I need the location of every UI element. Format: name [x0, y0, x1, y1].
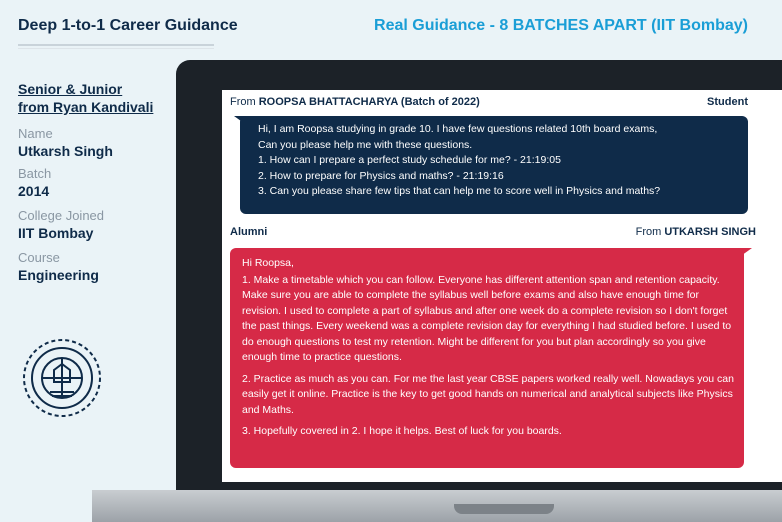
- question-bubble: [240, 116, 748, 214]
- question-line: Can you please help me with these questions.: [258, 138, 473, 151]
- page-title: Deep 1-to-1 Career Guidance: [18, 17, 238, 34]
- chat-screen: [222, 90, 782, 482]
- alumni-from-prefix: From: [635, 226, 662, 238]
- student-from-name: ROOPSA BHATTACHARYA (Batch of 2022): [258, 96, 480, 108]
- title-underline-secondary: [18, 48, 214, 49]
- profile-title-line2: from Ryan Kandivali: [18, 99, 154, 115]
- course-label: Course: [18, 250, 60, 265]
- question-line: 1. How can I prepare a perfect study schedule for me? - 21:19:05: [258, 154, 561, 166]
- question-line: Hi, I am Roopsa studying in grade 10. I have few questions related 10th board exams,: [258, 123, 658, 135]
- batch-label: Batch: [18, 166, 52, 181]
- college-value: IIT Bombay: [18, 225, 94, 241]
- college-label: College Joined: [18, 208, 105, 223]
- title-underline: [18, 44, 214, 46]
- answer-paragraph-1: 1. Make a timetable which you can follow. Everyone has different attention span and retention capacity. Make sure you are able to complete the syllabus well before exams and also have enough time for revision. I used to complete a part of syllabus and after one week do a complete revision so I don't forget the past things. Every weekend was a complete revision day for everything I had studied before. I used to do enough questions to test my retention. Might be different for you but plan accordingly so you give enough time to practice questions.: [242, 273, 732, 363]
- laptop-notch: [454, 504, 554, 514]
- laptop-base: [92, 490, 782, 522]
- name-label: Name: [18, 126, 53, 141]
- batch-value: 2014: [18, 183, 50, 199]
- profile-title-line1: Senior & Junior: [18, 81, 123, 97]
- page-subtitle: Real Guidance - 8 BATCHES APART (IIT Bombay): [374, 17, 748, 34]
- page-header: [0, 0, 782, 58]
- question-line: 3. Can you please share few tips that can help me to score well in Physics and maths?: [258, 185, 661, 197]
- student-from-line: [230, 96, 480, 108]
- answer-greeting: Hi Roopsa,: [242, 257, 294, 269]
- alumni-role-label: Alumni: [230, 226, 268, 238]
- alumni-from-line: [636, 226, 756, 238]
- answer-paragraph-3: 3. Hopefully covered in 2. I hope it helps. Best of luck for you boards.: [242, 425, 562, 437]
- answer-paragraph-2: 2. Practice as much as you can. For me the last year CBSE papers worked really well. Nowadays you can easily get it online. Practice is the key to get good hands on numerical and analytical subjects like Physics and Maths.: [242, 372, 734, 416]
- profile-panel: [18, 80, 178, 284]
- answer-bubble: [230, 248, 744, 468]
- alumni-from-name: UTKARSH SINGH: [664, 226, 756, 238]
- question-line: 2. How to prepare for Physics and maths? - 21:19:16: [258, 169, 504, 182]
- student-from-prefix: From: [230, 96, 256, 108]
- iit-bombay-emblem-icon: [20, 336, 104, 420]
- name-value: Utkarsh Singh: [18, 143, 113, 159]
- course-value: Engineering: [18, 267, 99, 283]
- student-role-label: Student: [707, 96, 748, 108]
